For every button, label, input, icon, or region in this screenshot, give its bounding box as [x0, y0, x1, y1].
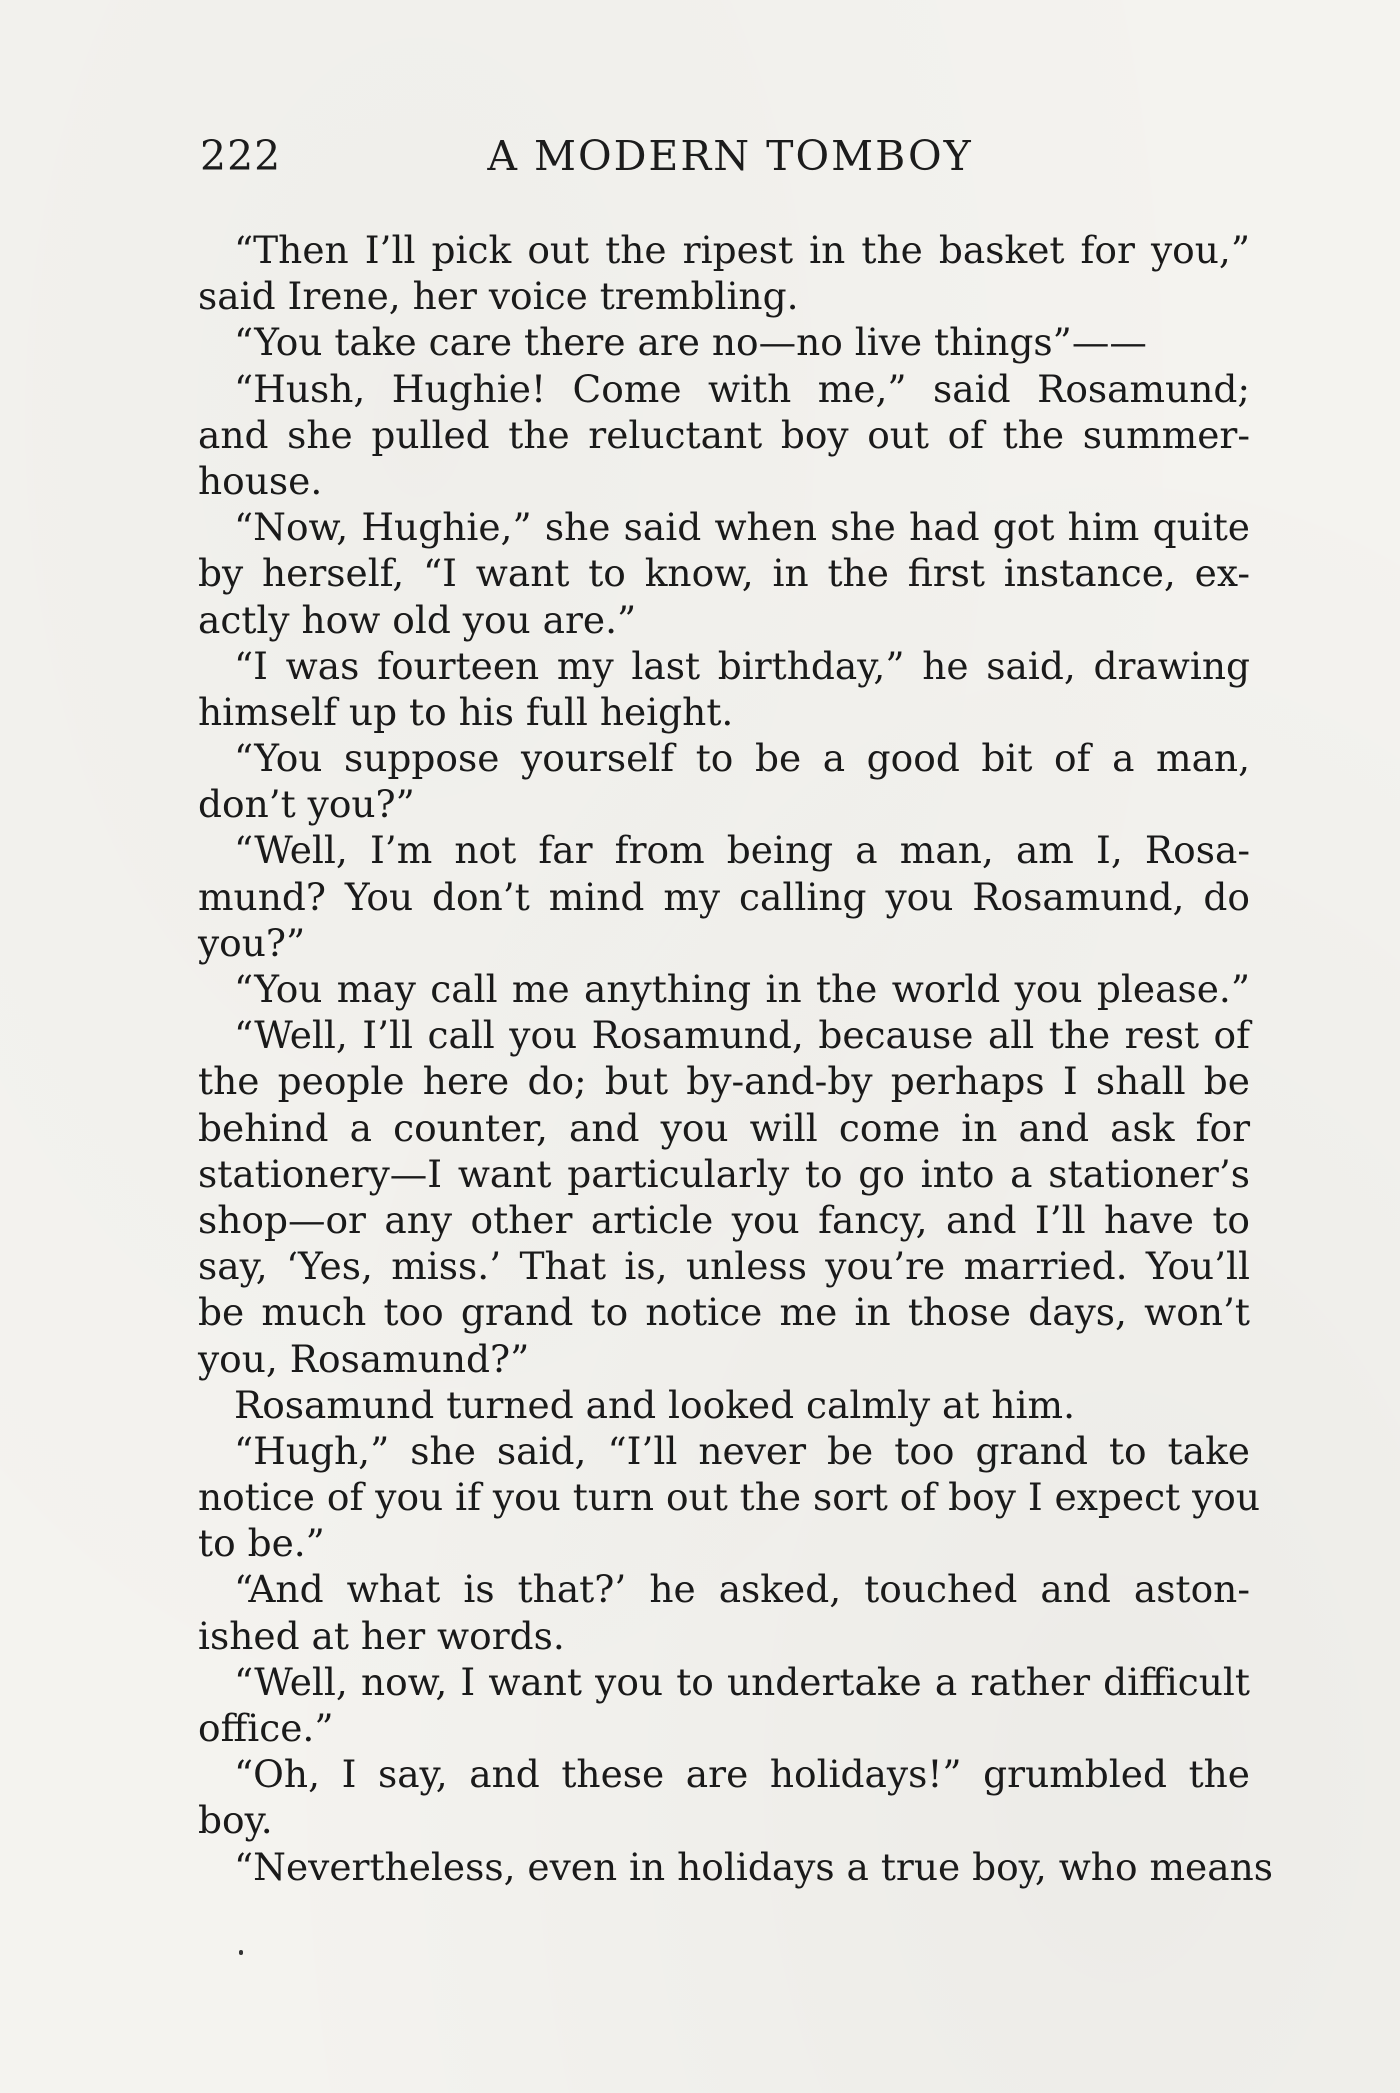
text-line: “You take care there are no—no live things”—— — [234, 320, 1147, 365]
text-line: mund? You don’t mind my calling you Rosamund, do — [198, 874, 1250, 919]
text-line: by herself, “I want to know, in the first instance, ex- — [198, 551, 1250, 596]
text-line: Rosamund turned and looked calmly at him. — [234, 1382, 1076, 1427]
text-line: “Oh, I say, and these are holidays!” grumbled the — [234, 1752, 1250, 1797]
text-line: said Irene, her voice trembling. — [198, 274, 799, 319]
text-line: “And what is that?’ he asked, touched and aston- — [234, 1567, 1250, 1612]
text-line: the people here do; but by-and-by perhaps I shall be — [198, 1059, 1250, 1104]
text-line: “Hugh,” she said, “I’ll never be too grand to take — [234, 1428, 1250, 1473]
text-line: you?” — [198, 920, 306, 965]
text-line: stationery—I want particularly to go into a stationer’s — [198, 1151, 1250, 1196]
text-line: “Well, I’m not far from being a man, am I, Rosa- — [234, 828, 1250, 873]
running-head — [200, 132, 1260, 182]
text-line: “Well, now, I want you to undertake a rather difficult — [234, 1659, 1250, 1704]
text-line: office.” — [198, 1706, 334, 1750]
text-line: behind a counter, and you will come in and ask for — [198, 1105, 1250, 1150]
book-title: A MODERN TOMBOY — [487, 132, 973, 180]
text-line: boy. — [198, 1798, 273, 1843]
text-line: “Well, I’ll call you Rosamund, because all the rest of — [234, 1013, 1250, 1058]
text-line: “I was fourteen my last birthday,” he said, drawing — [234, 643, 1250, 688]
text-line: notice of you if you turn out the sort of boy I expect you — [198, 1475, 1260, 1520]
text-line: actly how old you are.” — [198, 597, 637, 642]
text-line: “Nevertheless, even in holidays a true boy, who means — [234, 1844, 1273, 1889]
text-line: to be.” — [198, 1521, 325, 1566]
text-line: you, Rosamund?” — [198, 1336, 530, 1381]
body-text — [198, 227, 1273, 1890]
text-line: “Hush, Hughie! Come with me,” said Rosamund; — [234, 366, 1250, 411]
text-line: shop—or any other article you fancy, and I’ll have to — [198, 1197, 1250, 1242]
text-line: “You may call me anything in the world you please.” — [234, 967, 1250, 1011]
text-line: house. — [198, 458, 323, 503]
text-line: “Now, Hughie,” she said when she had got him quite — [234, 505, 1250, 550]
text-line: “You suppose yourself to be a good bit of a man, — [234, 736, 1250, 781]
page-number: 222 — [200, 132, 282, 180]
text-line: be much too grand to notice me in those days, won’t — [198, 1290, 1250, 1335]
text-line: don’t you?” — [198, 782, 415, 827]
text-line: “Then I’ll pick out the ripest in the basket for you,” — [234, 228, 1250, 272]
text-line: ished at her words. — [198, 1613, 565, 1658]
ink-speck — [239, 1950, 243, 1955]
text-line: say, ‘Yes, miss.’ That is, unless you’re married. You’ll — [198, 1244, 1250, 1289]
text-line: and she pulled the reluctant boy out of the summer- — [198, 412, 1250, 457]
text-line: himself up to his full height. — [198, 689, 734, 734]
